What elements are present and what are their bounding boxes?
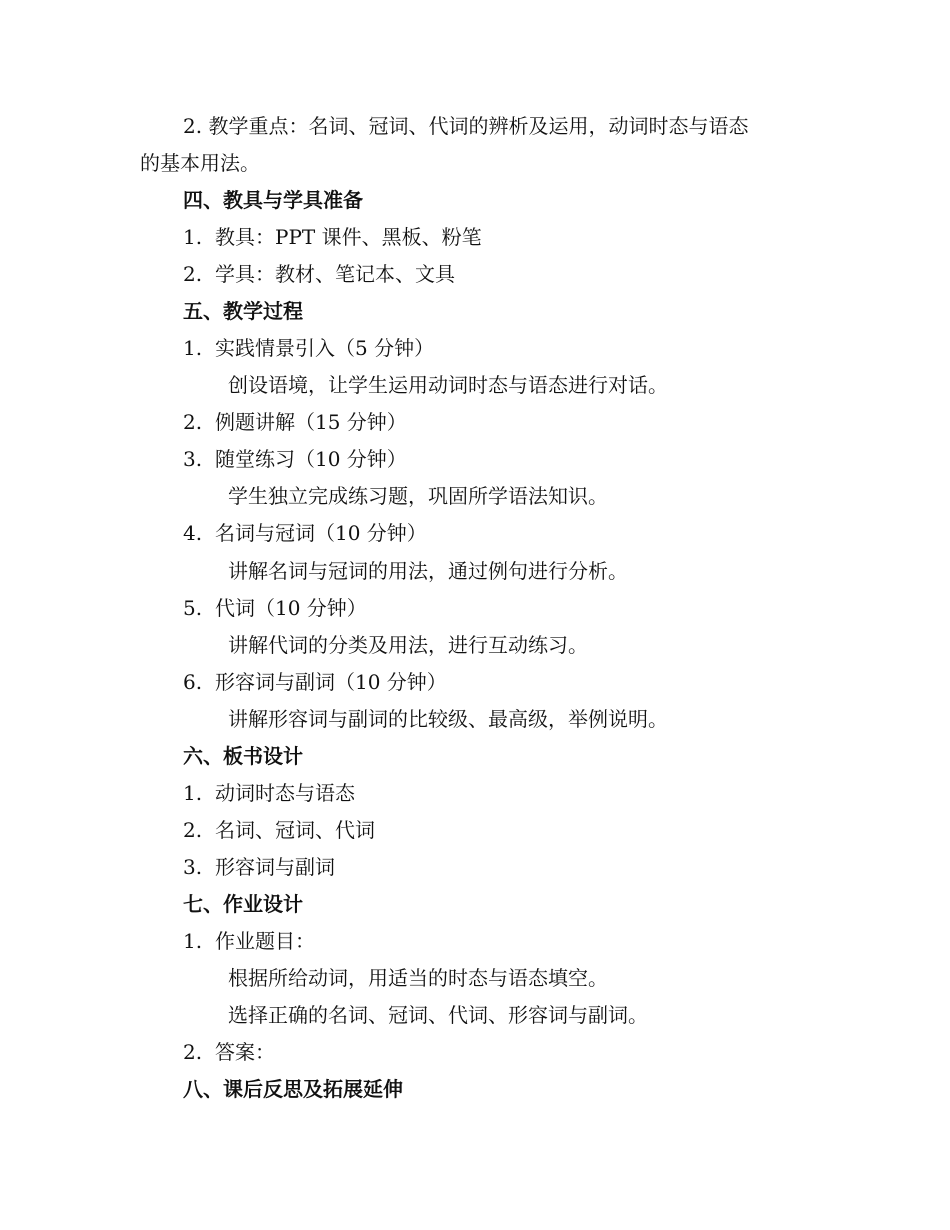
list-item	[183, 927, 315, 955]
item-detail: 讲解形容词与副词的比较级、最高级，举例说明。	[228, 707, 668, 731]
item-number: 1.	[183, 781, 203, 805]
item-text: 动词时态与语态	[215, 781, 355, 805]
item-number: 3.	[183, 447, 203, 471]
item-text: 代词（10 分钟）	[215, 596, 367, 620]
list-item	[183, 668, 447, 696]
item-number: 4.	[183, 521, 203, 545]
item-number: 2.	[183, 410, 203, 434]
item-detail: 学生独立完成练习题，巩固所学语法知识。	[228, 484, 608, 508]
list-item	[183, 853, 335, 881]
list-item	[183, 816, 375, 844]
section-heading-4: 四、教具与学具准备	[183, 188, 363, 212]
item-text: 随堂练习（10 分钟）	[215, 447, 407, 471]
item-text: 形容词与副词	[215, 855, 335, 879]
focus-line-1: 2. 教学重点：名词、冠词、代词的辨析及运用，动词时态与语态	[183, 114, 749, 138]
item-text: 答案：	[215, 1040, 275, 1064]
item-number: 1.	[183, 225, 203, 249]
list-item	[183, 260, 455, 288]
section-heading-5: 五、教学过程	[183, 299, 303, 323]
item-detail: 根据所给动词，用适当的时态与语态填空。	[228, 966, 608, 990]
section-heading-7: 七、作业设计	[183, 892, 303, 916]
item-detail: 讲解代词的分类及用法，进行互动练习。	[228, 633, 588, 657]
item-number: 1.	[183, 336, 203, 360]
section-heading-6: 六、板书设计	[183, 744, 303, 768]
list-item	[183, 779, 355, 807]
item-number: 2.	[183, 818, 203, 842]
list-item	[183, 594, 367, 622]
item-number: 1.	[183, 929, 203, 953]
item-text: 名词与冠词（10 分钟）	[215, 521, 427, 545]
item-text: 实践情景引入（5 分钟）	[215, 336, 435, 360]
item-number: 2.	[183, 262, 203, 286]
list-item	[183, 519, 427, 547]
item-text: 名词、冠词、代词	[215, 818, 375, 842]
item-detail: 创设语境，让学生运用动词时态与语态进行对话。	[228, 373, 668, 397]
section-heading-8: 八、课后反思及拓展延伸	[183, 1077, 403, 1101]
item-text: 形容词与副词（10 分钟）	[215, 670, 447, 694]
list-item	[183, 223, 482, 251]
list-item	[183, 408, 407, 436]
item-number: 5.	[183, 596, 203, 620]
item-text: 学具：教材、笔记本、文具	[215, 262, 455, 286]
list-item	[183, 334, 434, 362]
item-text: 例题讲解（15 分钟）	[215, 410, 407, 434]
item-text: 作业题目：	[215, 929, 315, 953]
item-number: 3.	[183, 855, 203, 879]
list-item	[183, 445, 407, 473]
item-number: 2.	[183, 1040, 203, 1064]
item-text: 教具：PPT 课件、黑板、粉笔	[215, 225, 482, 249]
item-detail: 选择正确的名词、冠词、代词、形容词与副词。	[228, 1003, 648, 1027]
list-item	[183, 1038, 275, 1066]
item-number: 6.	[183, 670, 203, 694]
focus-line-2: 的基本用法。	[140, 151, 260, 175]
item-detail: 讲解名词与冠词的用法，通过例句进行分析。	[228, 559, 628, 583]
